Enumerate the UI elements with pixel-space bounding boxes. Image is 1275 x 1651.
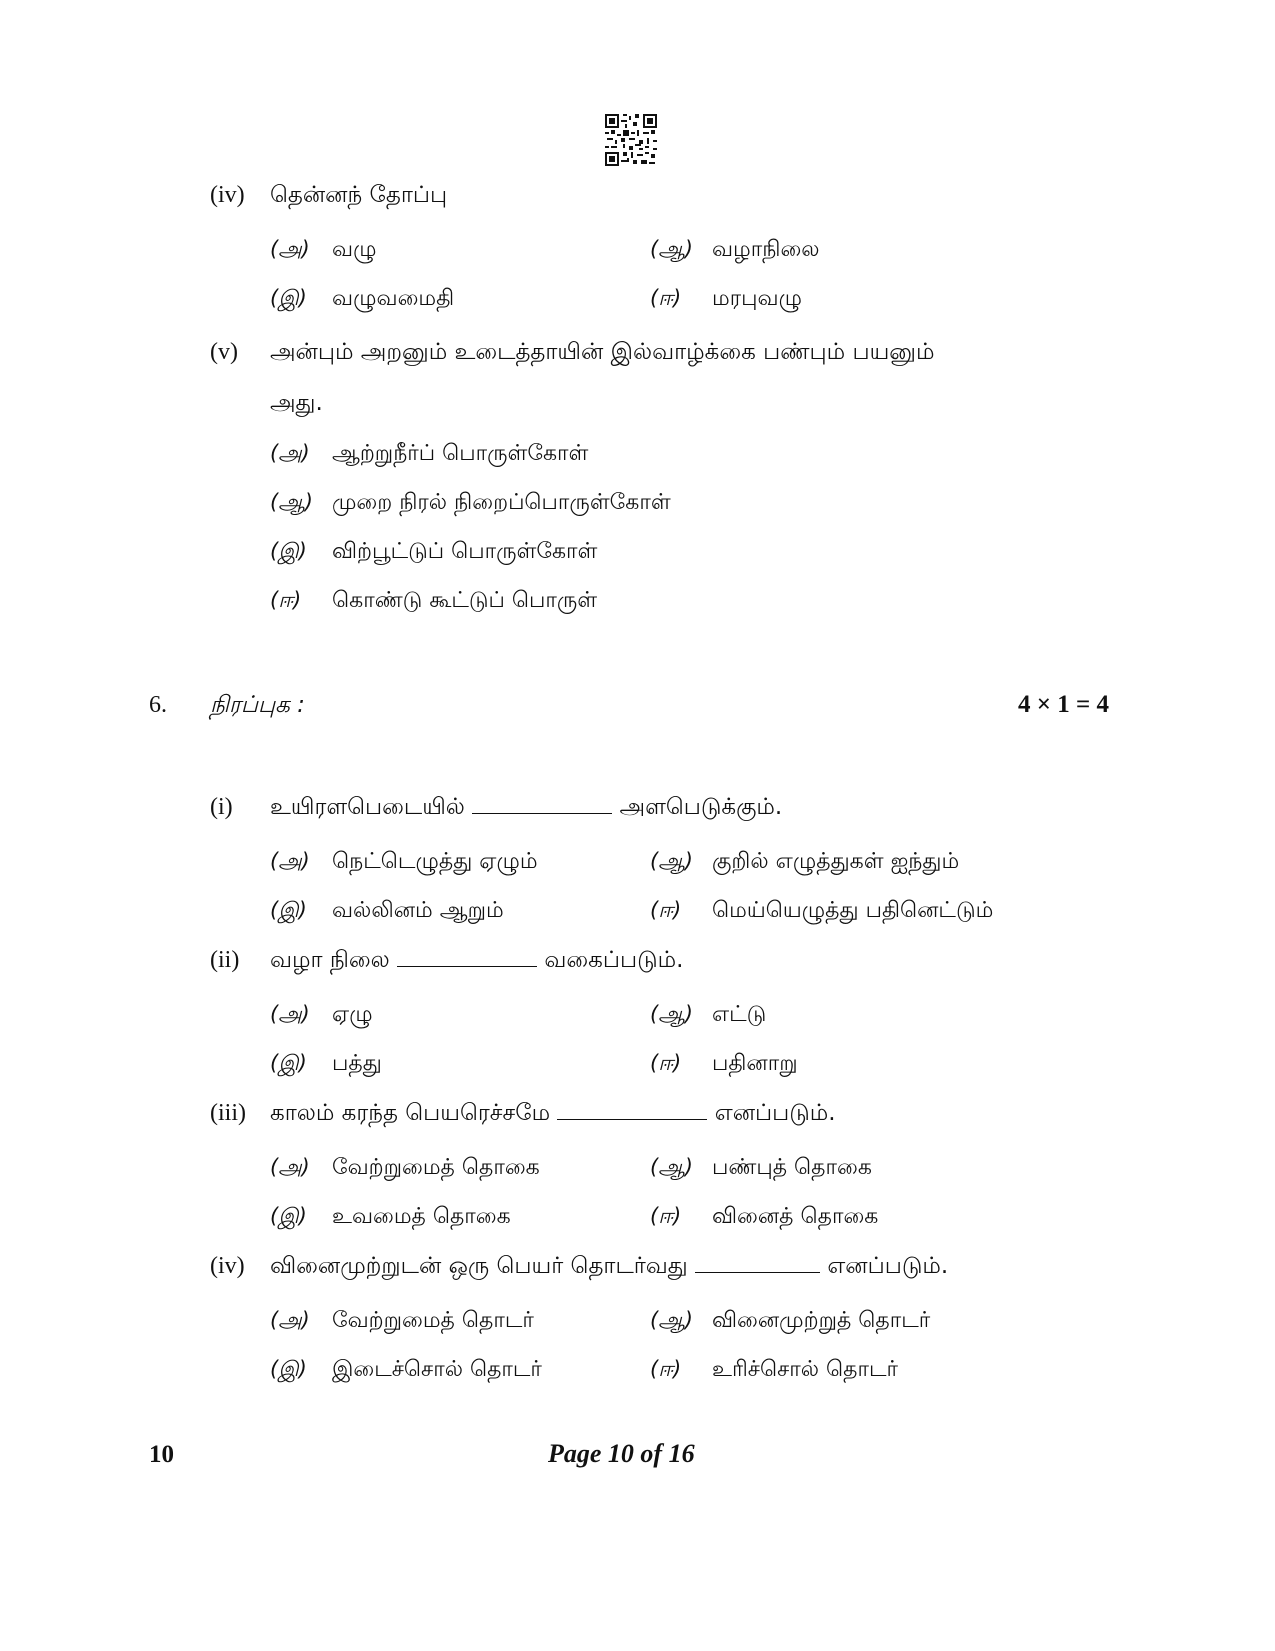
option-text: எட்டு [712, 1002, 767, 1027]
question-label: (iv) [210, 1253, 245, 1279]
option-marker: (ஈ) [270, 588, 302, 612]
option-aa[interactable] [650, 234, 820, 265]
option-marker: (ஆ) [650, 1155, 693, 1179]
fill-blank-sentence [270, 792, 782, 822]
option-text: மெய்யெழுத்து பதினெட்டும் [712, 898, 994, 923]
option-i[interactable] [270, 283, 454, 314]
option-a[interactable] [270, 234, 377, 265]
option-marker: (அ) [270, 1308, 310, 1332]
option-aa[interactable] [650, 846, 959, 877]
option-marker: (அ) [270, 1155, 310, 1179]
option-marker: (இ) [270, 539, 307, 563]
answer-blank[interactable] [472, 793, 612, 814]
option-ii[interactable] [650, 1048, 798, 1079]
option-marker: (அ) [270, 1002, 310, 1026]
option-marker: (ஆ) [650, 1002, 693, 1026]
option-aa[interactable] [650, 1305, 930, 1336]
option-marker: (இ) [270, 898, 307, 922]
option-text: வேற்றுமைத் தொடர் [332, 1308, 534, 1333]
question-text: தென்னந் தோப்பு [270, 182, 448, 208]
option-text: பண்புத் தொகை [712, 1155, 872, 1180]
option-ii[interactable] [270, 585, 597, 616]
option-aa[interactable] [650, 1152, 872, 1183]
question-label: (iii) [210, 1100, 246, 1126]
option-marker: (இ) [270, 1204, 307, 1228]
option-i[interactable] [270, 1354, 542, 1385]
marks-allotment: 4 × 1 = 4 [1018, 691, 1109, 718]
page-number: Page 10 of 16 [548, 1439, 695, 1468]
option-marker: (ஈ) [650, 1204, 682, 1228]
option-text: வேற்றுமைத் தொகை [332, 1155, 540, 1180]
sentence-after: எனப்படும். [827, 1253, 949, 1279]
answer-blank[interactable] [695, 1252, 820, 1273]
option-marker: (அ) [270, 441, 310, 465]
option-marker: (இ) [270, 1357, 307, 1381]
option-marker: (ஆ) [650, 237, 693, 261]
option-marker: (ஆ) [650, 1308, 693, 1332]
option-ii[interactable] [650, 283, 802, 314]
option-i[interactable] [270, 1201, 511, 1232]
option-text: நெட்டெழுத்து ஏழும் [332, 849, 538, 874]
option-marker: (ஈ) [650, 1051, 682, 1075]
option-marker: (இ) [270, 1051, 307, 1075]
question-label: (ii) [210, 947, 240, 973]
option-i[interactable] [270, 1048, 382, 1079]
question-number: 6. [149, 692, 167, 718]
option-text: வல்லினம் ஆறும் [332, 898, 504, 923]
option-aa[interactable] [650, 999, 766, 1030]
question-label: (iv) [210, 182, 245, 208]
option-text: கொண்டு கூட்டுப் பொருள் [332, 588, 598, 613]
sentence-before: காலம் கரந்த பெயரெச்சமே [270, 1100, 551, 1126]
sentence-after: எனப்படும். [714, 1100, 836, 1126]
fill-blank-sentence [270, 1251, 948, 1281]
sentence-before: வழா நிலை [270, 947, 390, 973]
answer-blank[interactable] [397, 946, 537, 967]
option-text: முறை நிரல் நிறைப்பொருள்கோள் [332, 490, 671, 515]
option-i[interactable] [270, 895, 504, 926]
option-ii[interactable] [650, 1201, 878, 1232]
option-text: வினைத் தொகை [712, 1204, 879, 1229]
option-text: வழுவமைதி [332, 286, 455, 311]
option-text: உவமைத் தொகை [332, 1204, 511, 1229]
question-label: (i) [210, 794, 233, 820]
question-text: அன்பும் அறனும் உடைத்தாயின் இல்வாழ்க்கை பண்பும் பயனும் [270, 339, 935, 365]
option-marker: (ஈ) [650, 1357, 682, 1381]
option-text: பத்து [332, 1051, 382, 1076]
qr-code-icon [605, 114, 657, 166]
option-marker: (அ) [270, 237, 310, 261]
paper-code: 10 [149, 1441, 174, 1468]
question-text-continued: அது. [270, 390, 323, 416]
option-text: பதினாறு [712, 1051, 798, 1076]
option-text: விற்பூட்டுப் பொருள்கோள் [332, 539, 598, 564]
option-text: மரபுவழு [712, 286, 802, 311]
option-text: வழாநிலை [712, 237, 820, 262]
option-marker: (ஈ) [650, 898, 682, 922]
option-a[interactable] [270, 846, 538, 877]
option-text: உரிச்சொல் தொடர் [712, 1357, 898, 1382]
sentence-after: வகைப்படும். [544, 947, 684, 973]
option-a[interactable] [270, 1152, 540, 1183]
option-text: வினைமுற்றுத் தொடர் [712, 1308, 931, 1333]
option-marker: (ஈ) [650, 286, 682, 310]
sentence-before: வினைமுற்றுடன் ஒரு பெயர் தொடர்வது [270, 1253, 688, 1279]
option-ii[interactable] [650, 895, 993, 926]
option-marker: (அ) [270, 849, 310, 873]
option-text: ஏழு [332, 1002, 373, 1027]
option-a[interactable] [270, 1305, 534, 1336]
sentence-before: உயிரளபெடையில் [270, 794, 465, 820]
option-i[interactable] [270, 536, 597, 567]
option-text: குறில் எழுத்துகள் ஐந்தும் [712, 849, 960, 874]
option-marker: (இ) [270, 286, 307, 310]
option-text: ஆற்றுநீர்ப் பொருள்கோள் [332, 441, 589, 466]
sentence-after: அளபெடுக்கும். [619, 794, 783, 820]
question-label: (v) [210, 339, 238, 365]
fill-blank-sentence [270, 945, 683, 975]
option-text: இடைச்சொல் தொடர் [332, 1357, 542, 1382]
option-text: வழு [332, 237, 377, 262]
option-aa[interactable] [270, 487, 671, 518]
fill-blank-sentence [270, 1098, 836, 1128]
option-marker: (ஆ) [270, 490, 313, 514]
option-ii[interactable] [650, 1354, 898, 1385]
option-a[interactable] [270, 438, 588, 469]
option-a[interactable] [270, 999, 373, 1030]
option-marker: (ஆ) [650, 849, 693, 873]
answer-blank[interactable] [557, 1099, 707, 1120]
question-instruction: நிரப்புக : [210, 692, 305, 718]
